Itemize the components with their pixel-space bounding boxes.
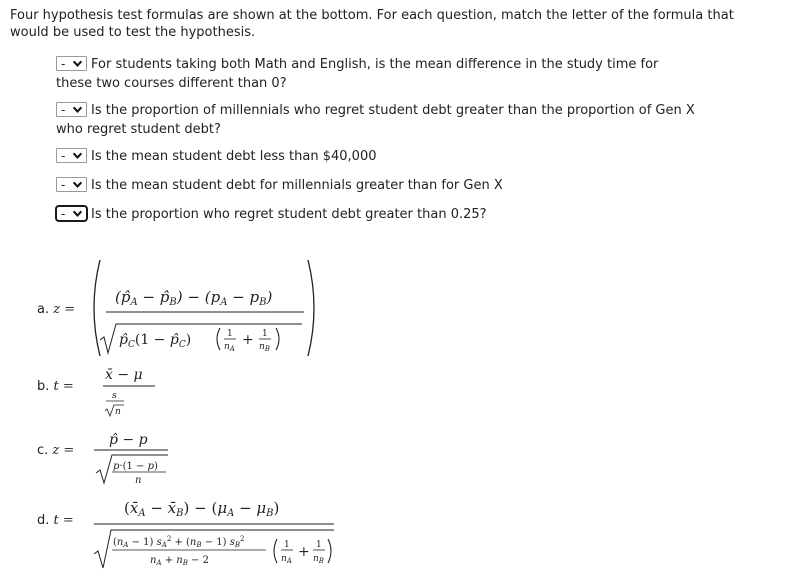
- formula-a-two-proportion-z: [86, 256, 326, 362]
- formula-b-one-sample-t: [102, 362, 162, 422]
- svg-text:(x̄A − x̄B) − (μA − μB): ($x̄_A$ − $x̄_B) - (\mu_A - \mu_B)$: [124, 499, 280, 519]
- select-placeholder: -: [61, 149, 66, 163]
- select-placeholder: -: [61, 178, 66, 192]
- question-3: [56, 147, 696, 166]
- formula-variable: t: [53, 379, 59, 394]
- equals-sign: =: [64, 302, 76, 317]
- answer-select-4[interactable]: [56, 177, 87, 192]
- svg-text:1: 1: [262, 329, 268, 339]
- question-2: [56, 101, 696, 139]
- chevron-down-icon: [72, 179, 83, 190]
- chevron-down-icon: [72, 208, 83, 219]
- chevron-down-icon: [72, 58, 83, 69]
- question-text: For students taking both Math and English, is the mean difference in the study time for these two courses different than 0?: [56, 57, 659, 91]
- formula-variable: z: [52, 443, 60, 458]
- svg-text:1: 1: [284, 540, 290, 550]
- svg-text:x̄ − μ: x̄ − μ: [105, 367, 143, 383]
- formula-c-label: [37, 443, 74, 458]
- instructions: Four hypothesis test formulas are shown at the bottom. For each question, match the letter of the formula that would be used to test the hypothesis.: [10, 8, 734, 40]
- svg-text:1: 1: [316, 540, 322, 550]
- formula-letter: a.: [37, 302, 50, 317]
- formula-b-label: [37, 379, 74, 394]
- question-5: [56, 205, 696, 224]
- formula-letter: b.: [37, 379, 50, 394]
- formula-letter: d.: [37, 513, 50, 528]
- question-text: Is the proportion who regret student debt greater than 0.25?: [91, 207, 487, 222]
- question-text: Is the mean student debt less than $40,000: [91, 149, 377, 164]
- equals-sign: =: [63, 443, 75, 458]
- svg-text:nA: $n_A$: [281, 554, 292, 565]
- question-text: Is the mean student debt for millennials greater than for Gen X: [91, 178, 503, 193]
- svg-text:n: n: [115, 407, 121, 417]
- answer-select-2[interactable]: [56, 102, 87, 117]
- chevron-down-icon: [72, 104, 83, 115]
- equals-sign: =: [62, 513, 74, 528]
- answer-select-5[interactable]: [56, 206, 87, 221]
- select-placeholder: -: [61, 57, 66, 71]
- question-1: [56, 55, 696, 93]
- formula-d-label: [37, 513, 74, 528]
- question-4: [56, 176, 696, 195]
- svg-text:nA + nB − 2: $n_A + n_B - 2$: [150, 555, 209, 567]
- svg-text:(p̂A − p̂B) − (pA − pB): ($p̂_A$ − $p̂_B) - (p_A - p_B)$: [115, 288, 273, 308]
- svg-text:+: +: [242, 332, 254, 348]
- svg-text:nA: $n_A$: [224, 342, 235, 353]
- svg-text:nB: $n_B$: [259, 342, 270, 353]
- svg-text:n: n: [135, 475, 142, 486]
- answer-select-1[interactable]: [56, 56, 87, 71]
- svg-text:1: 1: [227, 329, 233, 339]
- chevron-down-icon: [72, 150, 83, 161]
- formula-a-label: [37, 302, 75, 317]
- formula-c-one-proportion-z: [88, 425, 178, 487]
- svg-text:p̂C(1 − p̂C): $p̂_C(1$ − $p̂_C$): [119, 332, 192, 350]
- svg-text:s: s: [112, 391, 117, 401]
- select-placeholder: -: [61, 207, 66, 221]
- question-text: Is the proportion of millennials who regret student debt greater than the proportion of Gen X who regret student debt?: [56, 103, 695, 137]
- svg-text:(nA − 1) sA2 + (nB − 1) sB2: $(n_A - 1) s_A^2 + (n_B - 1)$ $s_B^2$: [113, 535, 245, 549]
- svg-text:+: +: [298, 544, 310, 560]
- formula-variable: z: [53, 302, 61, 317]
- svg-text:nB: $n_B$: [313, 554, 324, 565]
- svg-text:p̂ − p: p̂ − p: [109, 432, 148, 448]
- formula-d-pooled-two-sample-t: [88, 490, 338, 572]
- equals-sign: =: [62, 379, 74, 394]
- answer-select-3[interactable]: [56, 148, 87, 163]
- formula-variable: t: [53, 513, 59, 528]
- select-placeholder: -: [61, 103, 66, 117]
- svg-text:p·(1 − p): p·(1 − p): [113, 461, 158, 472]
- formula-letter: c.: [37, 443, 49, 458]
